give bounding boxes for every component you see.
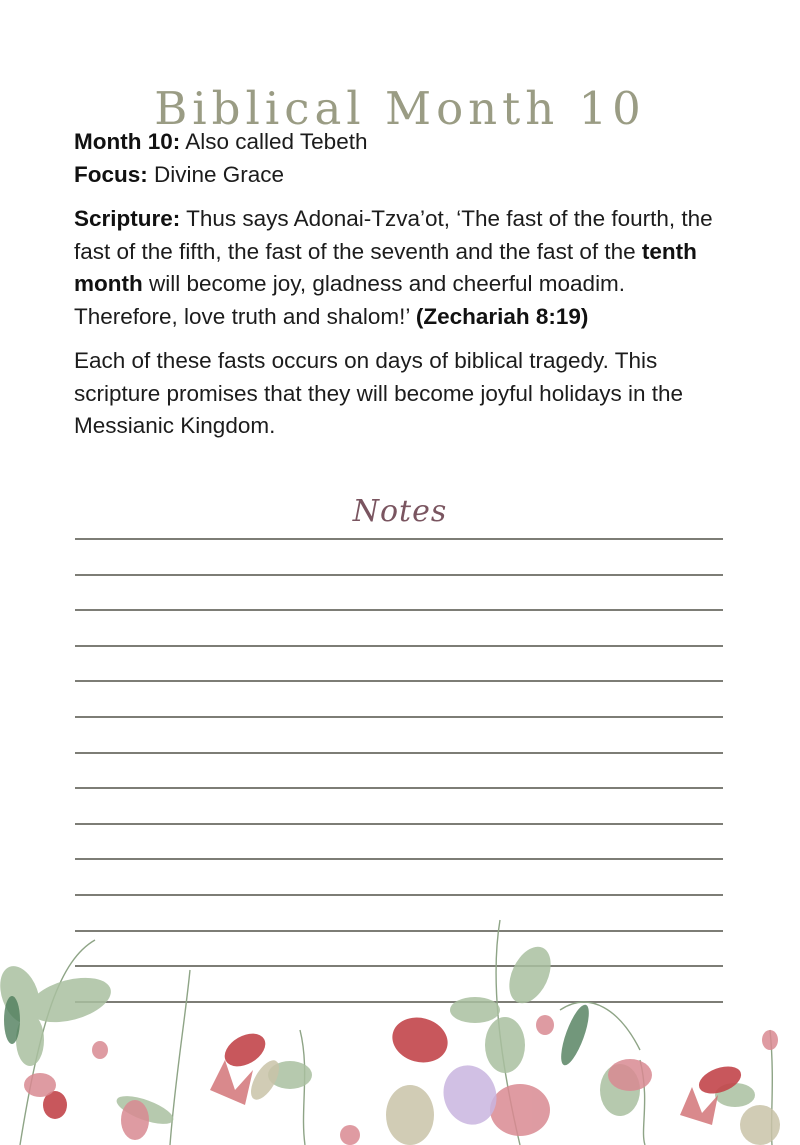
month-value: Also called Tebeth [180, 129, 368, 154]
notes-rule-line [75, 609, 723, 611]
scripture-emphasis: tenth month [74, 238, 697, 296]
notes-rule-line [75, 858, 723, 860]
focus-line [74, 159, 734, 192]
page-title: Biblical Month 10 [154, 82, 646, 136]
notes-rule-line [75, 752, 723, 754]
notes-heading: Notes [352, 494, 448, 529]
notes-rule-line [75, 787, 723, 789]
scripture-text-1: Thus says Adonai-Tzva’ot, ‘The fast of the fourth, the fast of the fifth, the fast of the seventh and the fast of the [74, 206, 713, 264]
focus-label: Focus: [74, 161, 148, 187]
notes-rule-line [75, 823, 723, 825]
notes-rule-line [75, 680, 723, 682]
scripture-label: Scripture: [74, 206, 181, 231]
month-line [74, 126, 734, 159]
notes-rule-line [75, 645, 723, 647]
notes-rule-line [75, 716, 723, 718]
commentary-paragraph: Each of these fasts occurs on days of biblical tragedy. This scripture promises that they will become joyful holidays in the Messianic Kingdom. [74, 348, 684, 438]
notes-rule-line [75, 574, 723, 576]
info-section [74, 126, 734, 443]
notes-rule-line [75, 894, 723, 896]
month-label: Month 10: [74, 129, 181, 154]
focus-value: Divine Grace [147, 161, 285, 187]
scripture-text-2: will become joy, gladness and cheerful moadim. Therefore, love truth and shalom!’ [74, 271, 626, 329]
floral-border-decoration [0, 900, 800, 1145]
scripture-reference: (Zechariah 8:19) [415, 303, 589, 329]
scripture-paragraph [74, 203, 734, 333]
notes-rule-line [75, 538, 723, 540]
